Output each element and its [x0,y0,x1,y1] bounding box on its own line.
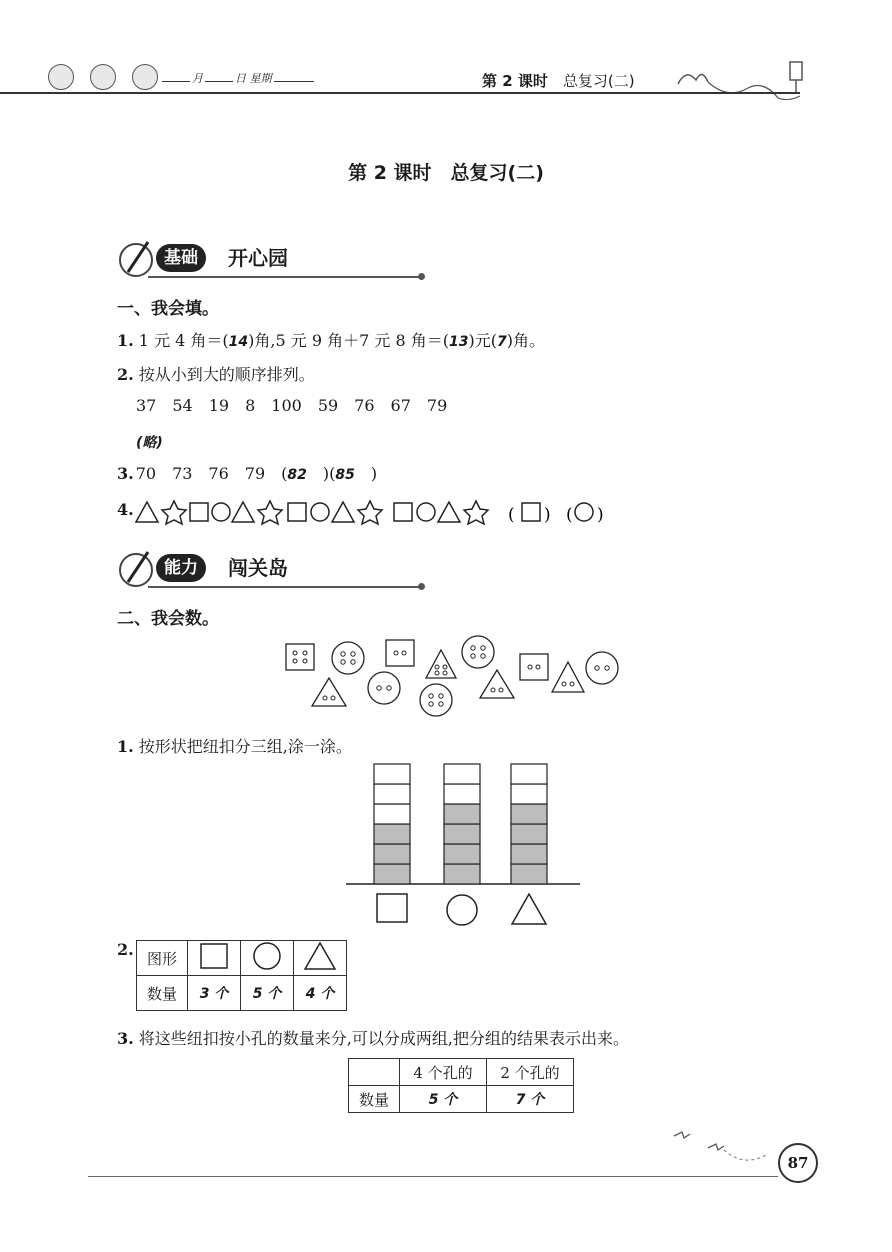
col-header: 4 个孔的 [400,1059,487,1086]
header-rule [0,92,800,94]
shaded-box [444,824,480,844]
date-line: 月 日 星期 [160,70,316,86]
empty-cell [349,1059,400,1086]
svg-text:(: ( [566,505,573,525]
square-icon [377,894,407,922]
buttons-illustration [280,634,630,720]
empty-box [374,804,410,824]
header-lesson: 第 2 课时 总复习(二) [482,72,635,90]
shaded-box [511,864,547,884]
shaded-box [374,824,410,844]
section-banner-basic [118,238,428,280]
shaded-box [444,844,480,864]
star-icon [162,501,186,524]
svg-text:): ) [544,505,551,525]
shaded-box [511,824,547,844]
triangle-icon [512,894,546,924]
brush-icon [118,238,158,280]
count-cell: 5 个 [241,976,294,1011]
p2-q2-num: 2. [117,940,134,959]
empty-box [511,764,547,784]
sad-face-icon [132,64,158,90]
circle-icon [212,503,230,521]
brush-icon [118,548,158,590]
empty-box [374,764,410,784]
shaded-box [374,864,410,884]
shaded-box [374,844,410,864]
q2-answer: (略) [136,435,163,451]
empty-box [374,784,410,804]
neutral-face-icon [90,64,116,90]
row-label: 图形 [137,941,188,976]
part1-heading: 一、我会填。 [117,299,219,319]
q2-numbers: 37 54 19 8 100 59 76 67 79 [136,396,448,415]
empty-box [511,784,547,804]
footer-rule [88,1176,778,1177]
col-header: 2 个孔的 [487,1059,574,1086]
row-label: 数量 [349,1086,400,1113]
circle-cell [241,941,294,976]
square-icon [190,503,208,521]
page-number: 87 [778,1143,818,1183]
count-cell: 7 个 [487,1086,574,1113]
q1: 1. 1 元 4 角＝(14)角,5 元 9 角＋7 元 8 角＝(13)元(7)角。 [117,331,545,350]
banner-badge: 基础 [156,244,206,272]
q4: 4. [117,500,134,519]
bird-decoration-icon [668,1126,778,1170]
p2-q1: 1. 按形状把纽扣分三组,涂一涂。 [117,737,352,756]
count-cell: 3 个 [188,976,241,1011]
square-cell [188,941,241,976]
svg-text:(: ( [508,505,515,525]
shaded-box [511,804,547,824]
triangle-icon [136,502,158,522]
p2-q3: 3. 将这些纽扣按小孔的数量来分,可以分成两组,把分组的结果表示出来。 [117,1029,629,1048]
row-label: 数量 [137,976,188,1011]
shaded-box [511,844,547,864]
part2-heading: 二、我会数。 [117,609,219,629]
q3: 3. 70 73 76 79 (82 )(85 ) [117,464,378,483]
q4-shape-sequence [134,498,614,528]
triangle-cell [294,941,347,976]
shape-count-chart [340,758,590,930]
banner-title: 闯关岛 [228,556,288,580]
empty-box [444,764,480,784]
page-title: 第 2 课时 总复习(二) [348,162,544,184]
q2: 2. 按从小到大的顺序排列。 [117,365,315,384]
shape-count-table [136,940,347,1011]
banner-badge: 能力 [156,554,206,582]
count-cell: 5 个 [400,1086,487,1113]
smile-face-icon [48,64,74,90]
banner-title: 开心园 [228,246,288,270]
circle-icon [447,895,477,925]
section-banner-ability [118,548,428,590]
count-cell: 4 个 [294,976,347,1011]
empty-box [444,784,480,804]
shaded-box [444,804,480,824]
shaded-box [444,864,480,884]
hole-count-table [348,1058,574,1113]
svg-text:): ) [597,505,604,525]
